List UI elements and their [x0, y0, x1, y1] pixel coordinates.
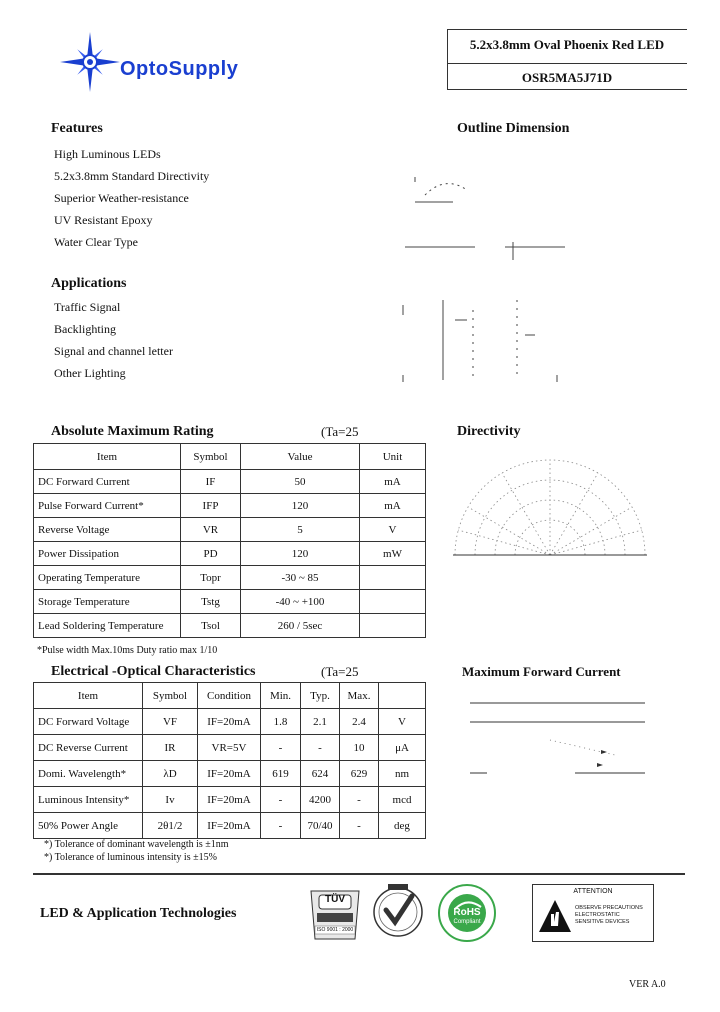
cell-item: 50% Power Angle — [34, 813, 143, 839]
esd-attention-badge — [532, 884, 654, 942]
cell-unit: V — [379, 709, 426, 735]
eo-note: *) Tolerance of luminous intensity is ±15% — [44, 852, 217, 863]
cell-max: - — [340, 813, 379, 839]
cell-item: Pulse Forward Current* — [34, 494, 181, 518]
cell-typ: 4200 — [301, 787, 340, 813]
table-header: Condition — [198, 683, 261, 709]
cell-value: 5 — [241, 518, 360, 542]
feature-item: High Luminous LEDs — [54, 147, 161, 161]
cell-item: Storage Temperature — [34, 590, 181, 614]
cell-condition: IF=20mA — [198, 787, 261, 813]
cell-typ: - — [301, 735, 340, 761]
footer-rule — [33, 873, 685, 875]
table-row — [34, 614, 426, 638]
cell-symbol: IF — [181, 470, 241, 494]
application-item: Signal and channel letter — [54, 344, 173, 358]
cell-min: 1.8 — [261, 709, 301, 735]
version-label: VER A.0 — [629, 979, 666, 990]
cell-condition: IF=20mA — [198, 709, 261, 735]
star-logo-icon — [60, 32, 120, 92]
abs-max-condition: (Ta=25 — [321, 424, 359, 439]
cell-symbol: VF — [143, 709, 198, 735]
table-header: Item — [34, 683, 143, 709]
cell-value: 50 — [241, 470, 360, 494]
attention-label: ATTENTION — [573, 888, 613, 895]
cell-condition: VR=5V — [198, 735, 261, 761]
cell-min: 619 — [261, 761, 301, 787]
cell-unit: mcd — [379, 787, 426, 813]
table-header: Symbol — [181, 444, 241, 470]
quality-check-badge — [370, 882, 426, 938]
outline-drawing — [395, 150, 575, 400]
cell-symbol: λD — [143, 761, 198, 787]
cell-item: Luminous Intensity* — [34, 787, 143, 813]
cell-symbol: Topr — [181, 566, 241, 590]
table-row — [34, 518, 426, 542]
application-item: Traffic Signal — [54, 300, 121, 314]
table-header: Value — [241, 444, 360, 470]
cell-min: - — [261, 813, 301, 839]
eo-condition: (Ta=25 — [321, 664, 359, 679]
cell-max: 10 — [340, 735, 379, 761]
abs-max-note: *Pulse width Max.10ms Duty ratio max 1/10 — [37, 645, 218, 656]
table-header: Symbol — [143, 683, 198, 709]
cell-item: Reverse Voltage — [34, 518, 181, 542]
cell-max: 629 — [340, 761, 379, 787]
cell-typ: 70/40 — [301, 813, 340, 839]
cell-min: - — [261, 735, 301, 761]
cell-unit: mA — [360, 494, 426, 518]
table-header: Unit — [360, 444, 426, 470]
cell-max: - — [340, 787, 379, 813]
table-row — [34, 494, 426, 518]
cell-unit — [360, 614, 426, 638]
table-row — [34, 735, 426, 761]
table-header: Min. — [261, 683, 301, 709]
table-header: Typ. — [301, 683, 340, 709]
brand-logo — [60, 32, 120, 92]
cell-item: DC Reverse Current — [34, 735, 143, 761]
cell-item: Domi. Wavelength* — [34, 761, 143, 787]
cell-value: -40 ~ +100 — [241, 590, 360, 614]
cell-unit: deg — [379, 813, 426, 839]
eo-note: *) Tolerance of dominant wavelength is ±1nm — [44, 839, 229, 850]
table-row — [34, 566, 426, 590]
cell-item: Lead Soldering Temperature — [34, 614, 181, 638]
abs-max-title: Absolute Maximum Rating — [51, 424, 214, 439]
table-header: Max. — [340, 683, 379, 709]
applications-title: Applications — [51, 276, 127, 291]
header-top-rule — [447, 29, 687, 30]
esd-hand-icon — [537, 898, 573, 934]
cell-unit: μA — [379, 735, 426, 761]
cell-symbol: VR — [181, 518, 241, 542]
directivity-title: Directivity — [457, 424, 521, 439]
company-name: LED & Application Technologies — [40, 906, 237, 921]
cell-min: - — [261, 787, 301, 813]
outline-title: Outline Dimension — [457, 121, 570, 136]
cell-unit: nm — [379, 761, 426, 787]
cell-value: 120 — [241, 494, 360, 518]
part-number: OSR5MA5J71D — [521, 70, 613, 85]
tuv-badge — [305, 885, 365, 945]
cell-unit: mA — [360, 470, 426, 494]
max-current-graph — [465, 695, 650, 785]
esd-line: ELECTROSTATIC — [575, 912, 620, 918]
brand-name: OptoSupply — [120, 58, 239, 80]
application-item: Other Lighting — [54, 366, 126, 380]
table-row — [34, 470, 426, 494]
product-title: 5.2x3.8mm Oval Phoenix Red LED — [469, 37, 665, 52]
iso-label: ISO 9001 : 2000 — [316, 927, 354, 933]
cell-symbol: PD — [181, 542, 241, 566]
cell-symbol: Tstg — [181, 590, 241, 614]
cell-item: DC Forward Current — [34, 470, 181, 494]
cell-item: Power Dissipation — [34, 542, 181, 566]
tuv-label: TÜV — [325, 894, 345, 905]
cell-symbol: IFP — [181, 494, 241, 518]
cell-value: -30 ~ 85 — [241, 566, 360, 590]
eo-table — [33, 682, 426, 839]
table-row — [34, 709, 426, 735]
cell-item: DC Forward Voltage — [34, 709, 143, 735]
cell-symbol: Iv — [143, 787, 198, 813]
table-row — [34, 542, 426, 566]
cell-value: 260 / 5sec — [241, 614, 360, 638]
table-row — [34, 813, 426, 839]
cell-symbol: Tsol — [181, 614, 241, 638]
max-current-title: Maximum Forward Current — [462, 664, 621, 679]
cell-condition: IF=20mA — [198, 813, 261, 839]
table-row — [34, 761, 426, 787]
rohs-badge — [433, 883, 503, 943]
eo-title: Electrical -Optical Characteristics — [51, 664, 256, 679]
esd-line: OBSERVE PRECAUTIONS — [575, 905, 643, 911]
directivity-diagram — [450, 455, 650, 565]
cell-unit — [360, 590, 426, 614]
abs-max-table — [33, 443, 426, 638]
cell-typ: 2.1 — [301, 709, 340, 735]
cell-max: 2.4 — [340, 709, 379, 735]
feature-item: Water Clear Type — [54, 235, 138, 249]
cell-condition: IF=20mA — [198, 761, 261, 787]
table-header: Item — [34, 444, 181, 470]
cell-symbol: IR — [143, 735, 198, 761]
rohs-compliant: Compliant — [453, 919, 481, 925]
application-item: Backlighting — [54, 322, 116, 336]
table-header — [379, 683, 426, 709]
table-row — [34, 590, 426, 614]
feature-item: UV Resistant Epoxy — [54, 213, 153, 227]
feature-item: 5.2x3.8mm Standard Directivity — [54, 169, 210, 183]
cell-unit: V — [360, 518, 426, 542]
header-bottom-rule — [447, 89, 687, 90]
cell-unit — [360, 566, 426, 590]
header-mid-rule — [447, 63, 687, 64]
esd-line: SENSITIVE DEVICES — [575, 919, 630, 925]
cell-symbol: 2θ1/2 — [143, 813, 198, 839]
cell-typ: 624 — [301, 761, 340, 787]
table-row — [34, 787, 426, 813]
cell-value: 120 — [241, 542, 360, 566]
features-title: Features — [51, 121, 103, 136]
cell-item: Operating Temperature — [34, 566, 181, 590]
rohs-label: RoHS — [453, 907, 481, 918]
feature-item: Superior Weather-resistance — [54, 191, 189, 205]
cell-unit: mW — [360, 542, 426, 566]
